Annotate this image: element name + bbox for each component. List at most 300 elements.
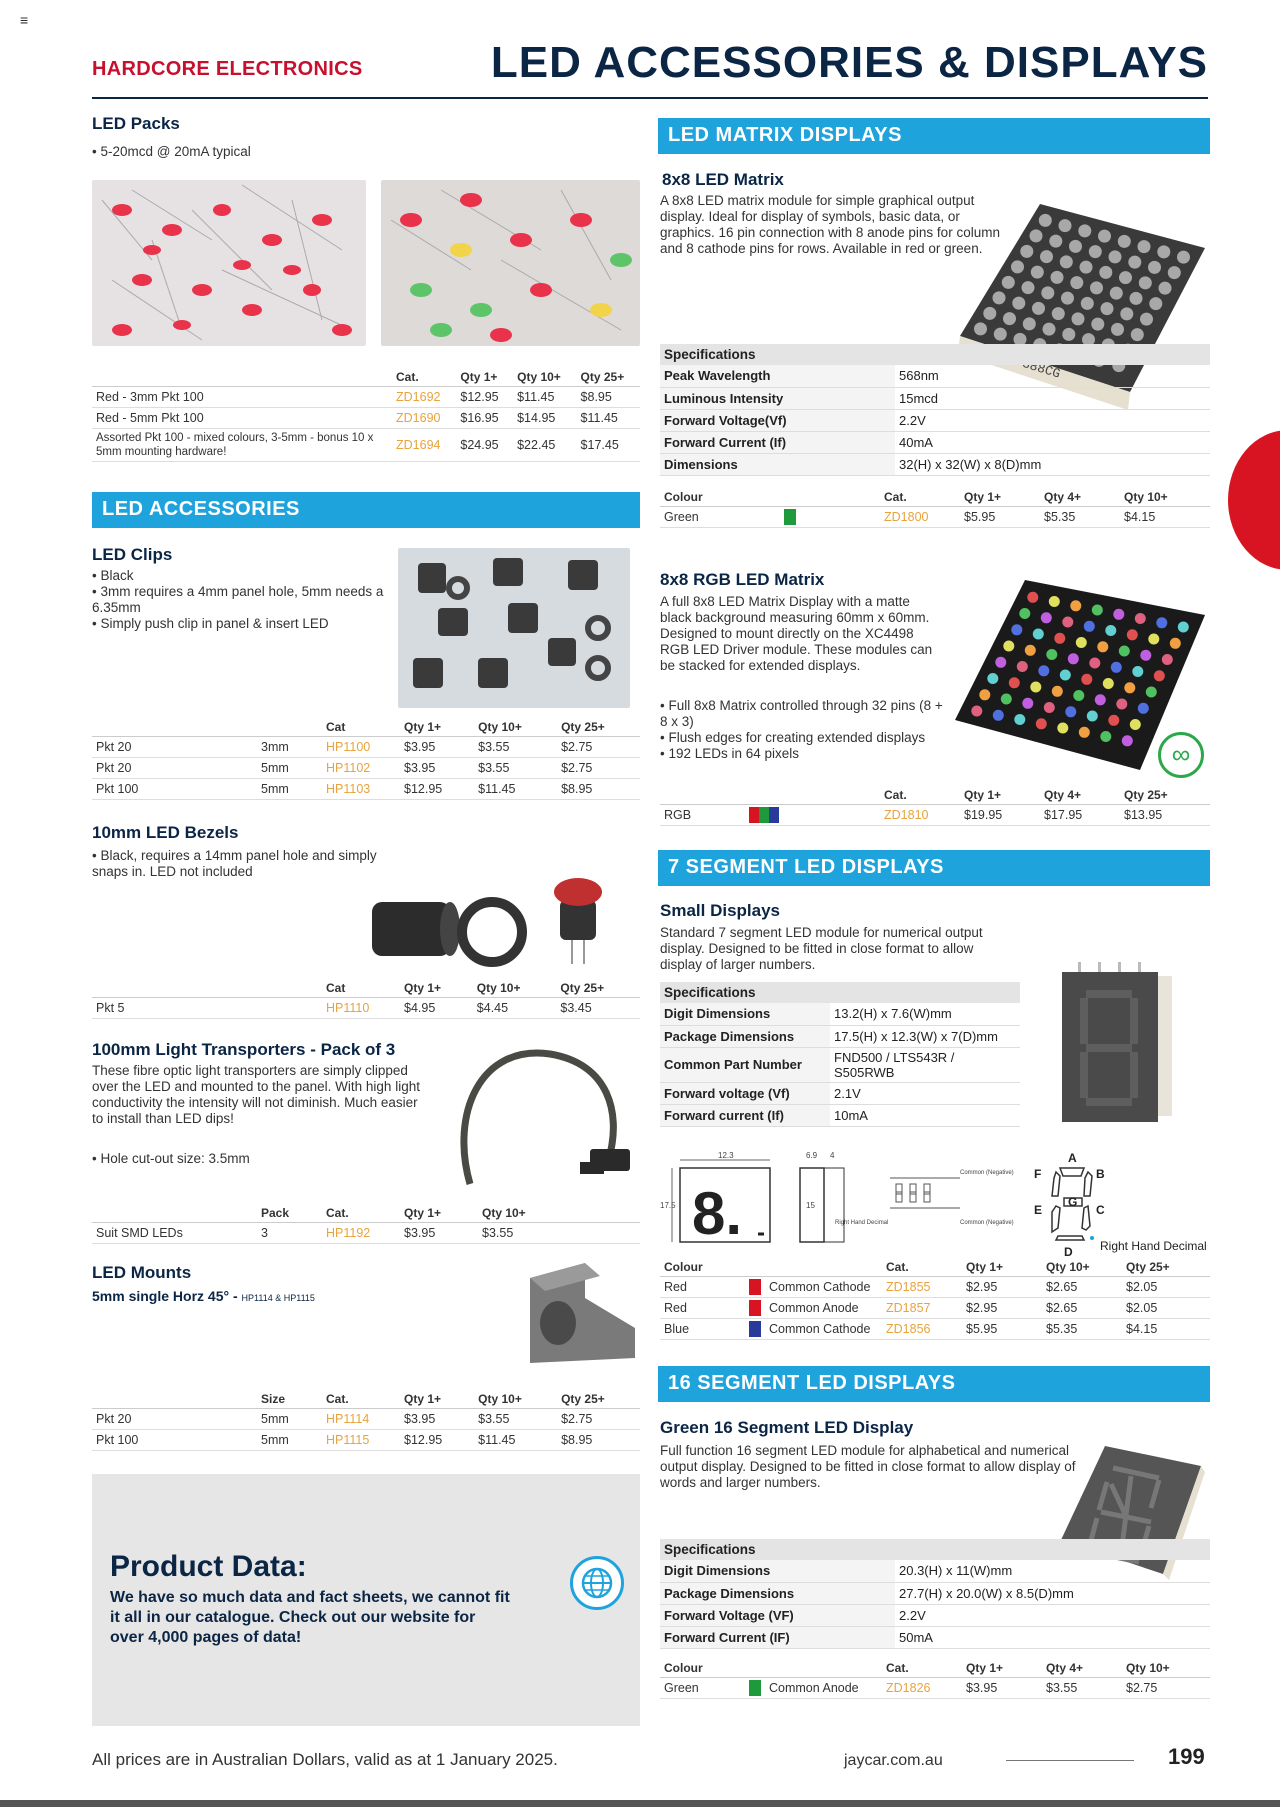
diagram-dp-label: Right Hand Decimal <box>835 1220 889 1226</box>
spec-row <box>660 1082 1020 1104</box>
col-header: Qty 1+ <box>960 488 1040 507</box>
matrix-led-dot <box>1038 665 1049 676</box>
cell: $2.95 <box>962 1277 1042 1298</box>
matrix-led-dot <box>1119 271 1132 284</box>
transporters-title: 100mm Light Transporters - Pack of 3 <box>92 1040 396 1059</box>
cell: $13.95 <box>1120 805 1210 826</box>
cell: $2.05 <box>1122 1298 1210 1319</box>
cat-link[interactable]: ZD1694 <box>392 429 456 462</box>
matrix-led-dot <box>1131 328 1144 341</box>
table-row <box>660 1298 1210 1319</box>
spec-value: 40mA <box>895 431 1210 453</box>
table-row <box>92 1409 640 1430</box>
bullet: • 5-20mcd @ 20mA typical <box>92 144 592 160</box>
spec-key: Forward Current (If) <box>660 431 895 453</box>
page-tab-marker <box>1228 430 1280 570</box>
seven-seg-dimension-diagram <box>660 1148 1220 1258</box>
small-displays-text: Standard 7 segment LED module for numerical output display. Designed to be fitted in close format to allow display of larger numbers. <box>660 925 983 972</box>
matrix-led-dot <box>1148 261 1161 274</box>
bottom-rule <box>0 1800 1280 1807</box>
cat-link[interactable]: HP1100 <box>322 737 400 758</box>
cat-link[interactable]: ZD1692 <box>392 387 456 408</box>
cat-link[interactable]: HP1110 <box>322 998 400 1019</box>
section-bar-led-accessories: LED ACCESSORIES <box>92 492 640 528</box>
col-header: Qty 10+ <box>473 979 557 998</box>
sixteen-seg-text: Full function 16 segment LED module for alphabetical and numerical output display. Designed to be fitted in close format to allow display of words and larger numbers. <box>660 1443 1076 1490</box>
matrix-led-dot <box>1081 674 1092 685</box>
spec-row <box>660 431 1210 453</box>
matrix-led-dot <box>1162 654 1173 665</box>
matrix-led-dot <box>1030 682 1041 693</box>
matrix-led-dot <box>1105 625 1116 636</box>
col-header: Qty 25+ <box>557 718 640 737</box>
matrix-led-dot <box>1130 292 1143 305</box>
matrix-led-dot <box>979 689 990 700</box>
matrix-led-dot <box>1068 653 1079 664</box>
spec-value: 568nm <box>895 365 1210 387</box>
spec-key: Forward current (If) <box>660 1104 830 1126</box>
spec-value: 15mcd <box>895 387 1210 409</box>
cat-link[interactable]: ZD1810 <box>880 805 960 826</box>
matrix-led-dot <box>1003 312 1016 325</box>
cell: $3.55 <box>474 758 557 779</box>
cell: $11.45 <box>474 779 557 800</box>
matrix-led-dot <box>1095 694 1106 705</box>
spec-key: Luminous Intensity <box>660 387 895 409</box>
matrix-led-dot <box>1127 629 1138 640</box>
matrix-led-dot <box>1027 592 1038 603</box>
matrix-led-dot <box>1156 617 1167 628</box>
cell: $14.95 <box>513 408 576 429</box>
led-clips-table <box>92 718 640 800</box>
matrix-led-dot <box>1032 302 1045 315</box>
spec-row <box>660 1626 1210 1648</box>
matrix-led-dot <box>1020 245 1033 258</box>
colour-swatch-cell <box>780 507 880 528</box>
col-header: Cat. <box>882 1659 962 1678</box>
cell: $5.95 <box>960 507 1040 528</box>
col-header <box>92 1390 257 1409</box>
cat-link[interactable]: ZD1857 <box>882 1298 962 1319</box>
cell: $2.65 <box>1042 1298 1122 1319</box>
cell: Pkt 20 <box>92 758 257 779</box>
col-header <box>257 718 322 737</box>
spec-value: 10mA <box>830 1104 1020 1126</box>
red-swatch <box>749 1300 761 1316</box>
cat-link[interactable]: ZD1690 <box>392 408 456 429</box>
table-row <box>660 805 1210 826</box>
spec-value: 27.7(H) x 20.0(W) x 8.5(D)mm <box>895 1582 1210 1604</box>
matrix-led-dot <box>1060 670 1071 681</box>
spec-key: Forward Voltage (VF) <box>660 1604 895 1626</box>
table-row <box>660 507 1210 528</box>
matrix-led-dot <box>1076 637 1087 648</box>
dim-height: 17.5 <box>660 1201 676 1210</box>
matrix-led-dot <box>1003 641 1014 652</box>
matrix-led-dot <box>1101 302 1114 315</box>
spec-key: Digit Dimensions <box>660 1560 895 1582</box>
transporters-table <box>92 1204 640 1244</box>
col-header: Qty 10+ <box>474 1390 557 1409</box>
cell: $5.35 <box>1042 1319 1122 1340</box>
col-header: Qty 10+ <box>1120 488 1210 507</box>
matrix-led-dot <box>1039 214 1052 227</box>
spec-key: Package Dimensions <box>660 1582 895 1604</box>
spec-row <box>660 365 1210 387</box>
led-mount-photo <box>510 1258 640 1368</box>
cell: 3 <box>257 1223 322 1244</box>
matrix-led-dot <box>1046 649 1057 660</box>
col-header <box>92 718 257 737</box>
bullet: • Black <box>92 568 392 584</box>
cat-link[interactable]: ZD1800 <box>880 507 960 528</box>
cell: $12.95 <box>456 387 513 408</box>
matrix-led-dot <box>1177 251 1190 264</box>
cell: $17.95 <box>1040 805 1120 826</box>
cell: Red <box>660 1298 745 1319</box>
matrix-led-dot <box>1159 282 1172 295</box>
cell: $2.65 <box>1042 1277 1122 1298</box>
section-bar-16-segment: 16 SEGMENT LED DISPLAYS <box>658 1366 1210 1402</box>
footer-website-link[interactable]: jaycar.com.au <box>844 1752 943 1769</box>
matrix-led-dot <box>1109 250 1122 263</box>
diagram-cathode-label: Common (Negative) <box>960 1170 1014 1176</box>
matrix-8x8-specs <box>660 344 1210 476</box>
colour-swatch-cell <box>745 1298 765 1319</box>
cat-link[interactable]: HP1115 <box>322 1430 400 1451</box>
cat-link[interactable]: HP1114 <box>322 1409 400 1430</box>
cell: $3.45 <box>556 998 640 1019</box>
cell: 5mm <box>257 1409 322 1430</box>
col-header <box>745 786 880 805</box>
cat-link[interactable]: ZD1856 <box>882 1319 962 1340</box>
blue-swatch <box>769 807 779 823</box>
matrix-led-dot <box>1084 621 1095 632</box>
matrix-led-dot <box>1103 678 1114 689</box>
bullet: • Hole cut-out size: 3.5mm <box>92 1151 412 1167</box>
rhd-label: Right Hand Decimal <box>1100 1239 1207 1253</box>
matrix-led-dot <box>1148 634 1159 645</box>
promo-text: We have so much data and fact sheets, we cannot fit it all in our catalogue. Check out our website for over 4,000 pages of data! <box>110 1589 510 1646</box>
col-header: Qty 1+ <box>962 1659 1042 1678</box>
cell: Suit SMD LEDs <box>92 1223 257 1244</box>
matrix-led-dot <box>1022 281 1035 294</box>
matrix-led-dot <box>1128 256 1141 269</box>
spec-row <box>660 1003 1020 1025</box>
col-header: Cat <box>322 979 400 998</box>
led-clips-title: LED Clips <box>92 545 173 564</box>
matrix-led-dot <box>1049 235 1062 248</box>
sixteen-seg-specs <box>660 1539 1210 1649</box>
matrix-led-dot <box>1089 245 1102 258</box>
globe-icon[interactable] <box>570 1556 624 1610</box>
cell: $3.95 <box>400 737 474 758</box>
matrix-led-dot <box>1057 723 1068 734</box>
cell: $11.45 <box>513 387 576 408</box>
led-packs-table <box>92 368 640 462</box>
col-header: Pack <box>257 1204 322 1223</box>
rgb-matrix-title: 8x8 RGB LED Matrix <box>660 570 825 589</box>
matrix-led-dot <box>1118 235 1131 248</box>
cell: $2.05 <box>1122 1277 1210 1298</box>
cell: $3.95 <box>962 1678 1042 1699</box>
mount-sub-codes: HP1114 & HP1115 <box>241 1293 315 1303</box>
col-header: Qty 4+ <box>1042 1659 1122 1678</box>
green-swatch <box>784 509 796 525</box>
spec-row <box>660 1560 1210 1582</box>
matrix-led-dot <box>1099 266 1112 279</box>
spec-row <box>660 1047 1020 1082</box>
matrix-led-dot <box>1116 699 1127 710</box>
section-bar-led-matrix: LED MATRIX DISPLAYS <box>658 118 1210 154</box>
matrix-led-dot <box>1135 613 1146 624</box>
table-row <box>92 998 640 1019</box>
matrix-led-dot <box>1120 307 1133 320</box>
cell: Red - 5mm Pkt 100 <box>92 408 392 429</box>
cell: $3.55 <box>478 1223 640 1244</box>
col-header: Qty 1+ <box>400 1390 474 1409</box>
menu-icon[interactable]: ≡ <box>20 12 29 28</box>
col-header: Qty 25+ <box>1122 1258 1210 1277</box>
cell: $19.95 <box>960 805 1040 826</box>
table-row <box>92 429 640 462</box>
matrix-led-dot <box>1111 662 1122 673</box>
matrix-led-dot <box>1049 596 1060 607</box>
spec-header: Specifications <box>660 982 1020 1003</box>
spec-header: Specifications <box>660 344 1210 365</box>
cat-link[interactable]: HP1102 <box>322 758 400 779</box>
col-header <box>745 1659 765 1678</box>
bullet: • Flush edges for creating extended displays <box>660 730 950 746</box>
cell: Blue <box>660 1319 745 1340</box>
matrix-led-dot <box>1069 240 1082 253</box>
cell: Red - 3mm Pkt 100 <box>92 387 392 408</box>
matrix-led-dot <box>993 291 1006 304</box>
green-swatch <box>759 807 769 823</box>
cell: $3.95 <box>400 758 474 779</box>
seg-label-d: D <box>1064 1245 1073 1258</box>
page-number: 199 <box>1168 1744 1205 1769</box>
cell: $4.95 <box>400 998 473 1019</box>
matrix-led-dot <box>1033 629 1044 640</box>
matrix-led-dot <box>1097 641 1108 652</box>
cat-link[interactable]: HP1192 <box>322 1223 400 1244</box>
col-header: Qty 4+ <box>1040 786 1120 805</box>
matrix-led-dot <box>1043 323 1056 336</box>
bullet: • 192 LEDs in 64 pixels <box>660 746 950 762</box>
bullet: • Full 8x8 Matrix controlled through 32 pins (8 + 8 x 3) <box>660 698 950 730</box>
matrix-led-dot <box>1002 276 1015 289</box>
spec-value: 2.1V <box>830 1082 1020 1104</box>
spec-row <box>660 1604 1210 1626</box>
footer-price-note: All prices are in Australian Dollars, valid as at 1 January 2025. <box>92 1750 558 1769</box>
cell: $2.95 <box>962 1298 1042 1319</box>
led-clips-photo <box>398 548 630 708</box>
seven-seg-photo <box>1058 960 1178 1130</box>
table-row <box>92 1223 640 1244</box>
matrix-led-dot <box>1019 608 1030 619</box>
diagram-anode-label: Common (Negative) <box>960 1220 1014 1226</box>
table-row <box>92 779 640 800</box>
matrix-led-dot <box>1139 276 1152 289</box>
matrix-led-dot <box>994 328 1007 341</box>
table-row <box>92 1430 640 1451</box>
matrix-led-dot <box>1108 715 1119 726</box>
colour-swatch-cell <box>745 805 880 826</box>
table-row <box>92 387 640 408</box>
led-clips-bullets <box>92 568 392 632</box>
col-header: Cat. <box>322 1390 400 1409</box>
matrix-led-dot <box>1040 250 1053 263</box>
matrix-led-dot <box>1149 297 1162 310</box>
title-rule <box>92 97 1208 99</box>
matrix-led-dot <box>1017 661 1028 672</box>
cell: Pkt 5 <box>92 998 322 1019</box>
col-header: Qty 10+ <box>474 718 557 737</box>
led-bezels-table <box>92 979 640 1019</box>
spec-value: 17.5(H) x 12.3(W) x 7(D)mm <box>830 1025 1020 1047</box>
cat-link[interactable]: ZD1826 <box>882 1678 962 1699</box>
matrix-8x8-text: A 8x8 LED matrix module for simple graphical output display. Ideal for display of symbols, basic data, or graphics. 16 pin connection with 8 anode pins for column and 8 cathode pins for rows. Available in red or green. <box>660 193 1000 256</box>
col-header: Qty 1+ <box>400 1204 478 1223</box>
col-header: Colour <box>660 1659 745 1678</box>
matrix-led-dot <box>1140 650 1151 661</box>
cell: $11.45 <box>577 408 640 429</box>
sixteen-seg-price-table <box>660 1659 1210 1699</box>
matrix-led-dot <box>1132 666 1143 677</box>
matrix-8x8-title: 8x8 LED Matrix <box>662 170 784 189</box>
matrix-led-dot <box>1091 318 1104 331</box>
matrix-led-dot <box>1130 719 1141 730</box>
green-swatch <box>749 1680 761 1696</box>
seven-seg-specs <box>660 982 1020 1127</box>
rgb-matrix-price-table <box>660 786 1210 826</box>
matrix-led-dot <box>1087 711 1098 722</box>
bullet: • Simply push clip in panel & insert LED <box>92 616 392 632</box>
col-header: Qty 4+ <box>1040 488 1120 507</box>
transporters-text: These fibre optic light transporters are simply clipped over the LED and mounted to the panel. With high light conductivity the intensity will not diminish. Much easier to install than LED dips! <box>92 1063 420 1126</box>
cell: $11.45 <box>474 1430 557 1451</box>
cell: $16.95 <box>456 408 513 429</box>
matrix-led-dot <box>1059 219 1072 232</box>
col-header: Cat. <box>322 1204 400 1223</box>
cell: Pkt 100 <box>92 1430 257 1451</box>
cell: Green <box>660 507 780 528</box>
cat-link[interactable]: ZD1855 <box>882 1277 962 1298</box>
cell: $3.95 <box>400 1223 478 1244</box>
col-header: Cat <box>322 718 400 737</box>
col-header <box>92 1204 257 1223</box>
matrix-led-dot <box>1138 240 1151 253</box>
matrix-led-dot <box>1054 633 1065 644</box>
matrix-led-dot <box>995 657 1006 668</box>
matrix-led-dot <box>1061 292 1074 305</box>
spec-header: Specifications <box>660 1539 1210 1560</box>
cat-link[interactable]: HP1103 <box>322 779 400 800</box>
col-header: Cat. <box>882 1258 962 1277</box>
cell: 5mm <box>257 758 322 779</box>
matrix-led-dot <box>1092 605 1103 616</box>
spec-key: Digit Dimensions <box>660 1003 830 1025</box>
seg-label-a: A <box>1068 1151 1077 1165</box>
matrix-led-dot <box>1009 677 1020 688</box>
spec-value: 50mA <box>895 1626 1210 1648</box>
matrix-led-dot <box>1140 313 1153 326</box>
dim-depth-1: 6.9 <box>806 1151 818 1160</box>
col-header: Qty 25+ <box>1120 786 1210 805</box>
matrix-led-dot <box>1072 312 1085 325</box>
matrix-led-dot <box>1138 703 1149 714</box>
matrix-led-dot <box>1100 731 1111 742</box>
matrix-8x8-price-table <box>660 488 1210 528</box>
matrix-led-dot <box>1030 229 1043 242</box>
matrix-led-dot <box>1022 698 1033 709</box>
matrix-led-dot <box>1011 260 1024 273</box>
cell: $8.95 <box>557 779 640 800</box>
matrix-led-dot <box>1052 307 1065 320</box>
led-packs-bullets <box>92 144 592 160</box>
matrix-led-dot <box>1178 622 1189 633</box>
col-header <box>765 1659 882 1678</box>
matrix-led-dot <box>1062 617 1073 628</box>
spec-key: Dimensions <box>660 453 895 475</box>
red-led-pack-photo <box>92 180 366 346</box>
cell: $3.55 <box>1042 1678 1122 1699</box>
col-header <box>780 488 880 507</box>
col-header: Cat. <box>392 368 456 387</box>
cell: 5mm <box>257 779 322 800</box>
mount-sub-text: 5mm single Horz 45° - <box>92 1288 238 1304</box>
cell: Red <box>660 1277 745 1298</box>
col-header: Qty 1+ <box>456 368 513 387</box>
infinity-badge-icon: ∞ <box>1158 732 1204 778</box>
col-header: Colour <box>660 1258 745 1277</box>
led-mounts-table <box>92 1390 640 1451</box>
col-header: Cat. <box>880 488 960 507</box>
cell: 3mm <box>257 737 322 758</box>
cell: $2.75 <box>557 737 640 758</box>
rgb-matrix-bullets <box>660 698 950 762</box>
led-bezels-photo <box>370 872 620 968</box>
cell: RGB <box>660 805 745 826</box>
led-bezels-bullets <box>92 848 402 880</box>
matrix-led-dot <box>1170 638 1181 649</box>
led-mounts-title: LED Mounts <box>92 1263 192 1282</box>
matrix-led-dot <box>1062 328 1075 341</box>
matrix-led-dot <box>1168 266 1181 279</box>
col-header: Colour <box>660 488 780 507</box>
cell: $8.95 <box>577 387 640 408</box>
matrix-led-dot <box>1124 682 1135 693</box>
matrix-led-dot <box>1110 287 1123 300</box>
col-header: Qty 25+ <box>577 368 640 387</box>
led-packs-title: LED Packs <box>92 114 180 133</box>
spec-row <box>660 453 1210 475</box>
col-header: Qty 1+ <box>400 718 474 737</box>
red-swatch <box>749 1279 761 1295</box>
col-header <box>765 1258 882 1277</box>
matrix-led-dot <box>1031 266 1044 279</box>
cell: $2.75 <box>1122 1678 1210 1699</box>
table-row <box>92 737 640 758</box>
table-row <box>92 758 640 779</box>
footer-rule <box>1006 1760 1134 1761</box>
cell: Common Anode <box>765 1678 882 1699</box>
spec-value: 2.2V <box>895 409 1210 431</box>
cell: Pkt 20 <box>92 737 257 758</box>
cell: $4.45 <box>473 998 557 1019</box>
cell: $2.75 <box>557 758 640 779</box>
